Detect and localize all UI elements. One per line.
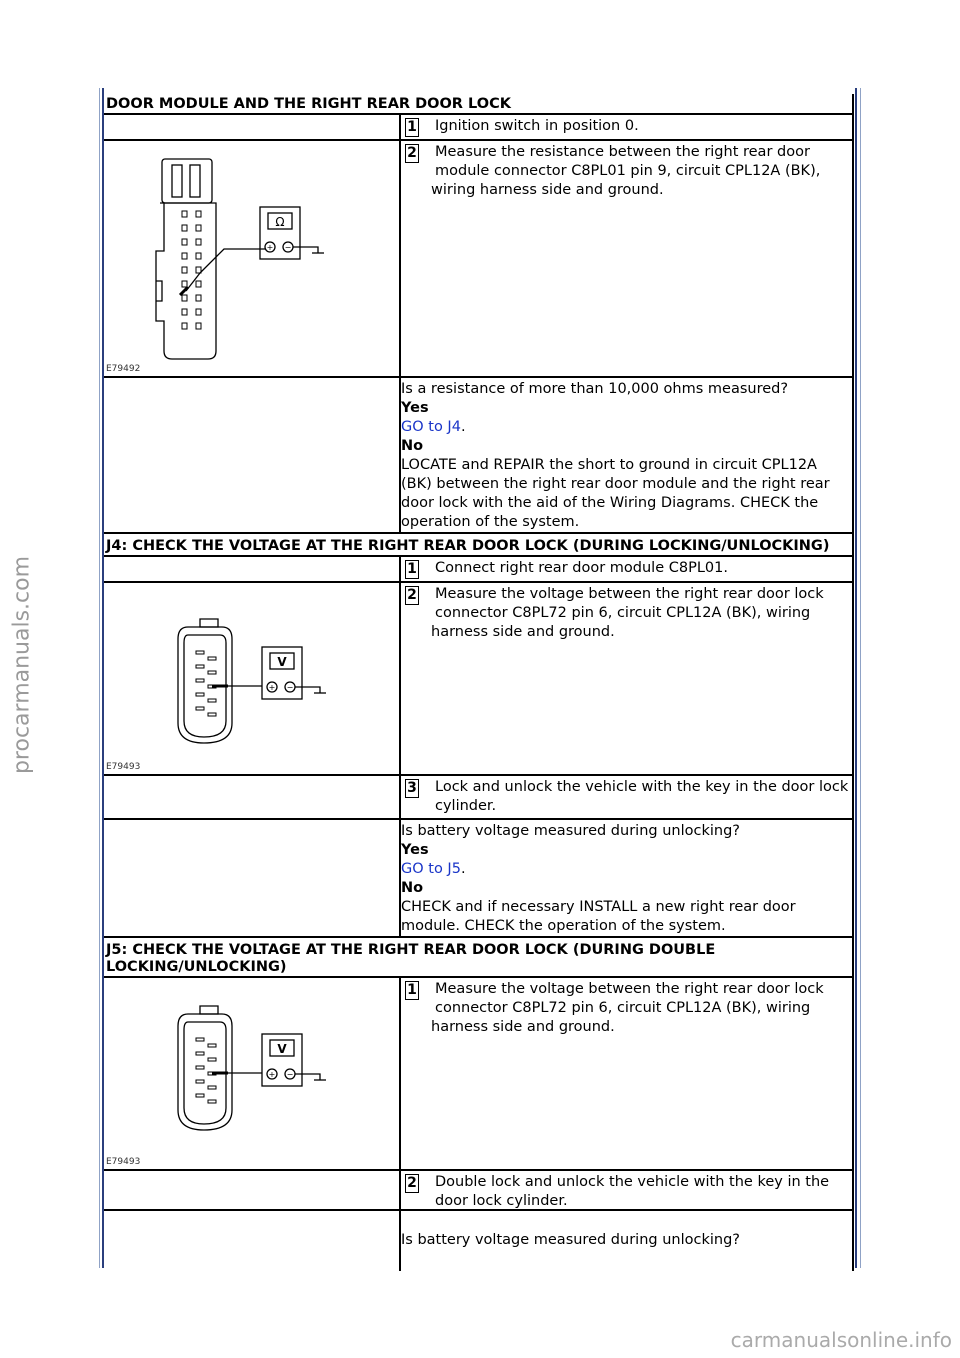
- step: [401, 1171, 852, 1213]
- step: [401, 583, 852, 644]
- question-row: Is a resistance of more than 10,000 ohms measured? Yes GO to J4. No LOCATE and REPAIR the short to ground in circuit CPL12A (BK) between the right rear door module and the right rear door lock with the aid of the Wiring Diagrams. CHECK the operation of the system.: [104, 378, 852, 534]
- section-heading: DOOR MODULE AND THE RIGHT REAR DOOR LOCK: [104, 94, 852, 115]
- section-heading: J4: CHECK THE VOLTAGE AT THE RIGHT REAR DOOR LOCK (DURING LOCKING/UNLOCKING): [104, 534, 852, 557]
- no-answer: CHECK and if necessary INSTALL a new right rear door module. CHECK the operation of the system.: [401, 899, 796, 934]
- step-number: 2: [405, 144, 419, 163]
- no-label: No: [401, 880, 424, 896]
- volt-symbol: V: [277, 655, 287, 669]
- yes-label: Yes: [401, 842, 429, 858]
- step-number: 2: [405, 586, 419, 605]
- volt-symbol: V: [277, 1042, 287, 1056]
- connector-voltage-diagram: [104, 978, 399, 1169]
- right-margin-rule: [855, 88, 857, 1268]
- empty-cell: [104, 1171, 401, 1209]
- svg-text:−: −: [284, 243, 292, 252]
- empty-cell: [104, 378, 401, 532]
- empty-cell: [104, 115, 401, 139]
- yes-label: Yes: [401, 400, 429, 416]
- step: [401, 115, 852, 139]
- figure-cell: [104, 583, 401, 774]
- empty-cell: [104, 776, 401, 818]
- goto-link[interactable]: GO to J5: [401, 861, 461, 877]
- question: Is battery voltage measured during unlocking?: [401, 1232, 740, 1248]
- step-row: [104, 776, 852, 820]
- side-watermark-text: procarmanuals.com: [9, 555, 35, 775]
- step-row: [104, 978, 852, 1171]
- empty-cell: [104, 1211, 401, 1271]
- step-number: 3: [405, 779, 419, 798]
- step: [401, 557, 852, 581]
- step: [401, 776, 852, 818]
- left-margin-rule-thin: [99, 88, 100, 1268]
- empty-cell: [104, 557, 401, 581]
- step-number: 1: [405, 560, 419, 579]
- svg-text:+: +: [268, 1070, 276, 1079]
- step-text: Double lock and unlock the vehicle with the key in the door lock cylinder.: [435, 1174, 830, 1209]
- connector-resistance-diagram: [104, 141, 399, 376]
- right-margin-rule-thin: [860, 88, 861, 1268]
- svg-text:+: +: [268, 683, 276, 692]
- ohm-symbol: Ω: [275, 215, 285, 229]
- procedure-document: [104, 94, 854, 1271]
- figure-id: E79493: [106, 1157, 141, 1167]
- figure-id: E79492: [106, 364, 141, 374]
- step-row: [104, 141, 852, 378]
- figure-cell: [104, 141, 401, 376]
- section-heading: J5: CHECK THE VOLTAGE AT THE RIGHT REAR DOOR LOCK (DURING DOUBLE LOCKING/UNLOCKING): [104, 938, 852, 978]
- goto-link[interactable]: GO to J4: [401, 419, 461, 435]
- step-text: Lock and unlock the vehicle with the key in the door lock cylinder.: [435, 779, 849, 814]
- no-label: No: [401, 438, 424, 454]
- side-watermark: [2, 0, 42, 1358]
- step-row: [104, 1171, 852, 1211]
- connector-voltage-diagram: [104, 583, 399, 774]
- figure-id: E79493: [106, 762, 141, 772]
- question-row: Is battery voltage measured during unlocking? Yes GO to J5. No CHECK and if necessary INSTALL a new right rear door module. CHECK the operation of the system.: [104, 820, 852, 938]
- step-row: [104, 583, 852, 776]
- svg-text:+: +: [266, 243, 274, 252]
- step-text: Measure the voltage between the right rear door lock connector C8PL72 pin 6, circuit CPL12A (BK), wiring harness side and ground.: [431, 981, 824, 1035]
- step: [401, 141, 852, 202]
- figure-cell: [104, 978, 401, 1169]
- step: [401, 978, 852, 1039]
- bottom-watermark: carmanualsonline.info: [730, 1328, 952, 1352]
- question: Is a resistance of more than 10,000 ohms measured?: [401, 381, 789, 397]
- svg-text:−: −: [286, 683, 294, 692]
- svg-text:−: −: [286, 1070, 294, 1079]
- step-number: 2: [405, 1174, 419, 1193]
- step-number: 1: [405, 981, 419, 1000]
- step-text: Measure the resistance between the right rear door module connector C8PL01 pin 9, circuit CPL12A (BK), wiring harness side and ground.: [431, 144, 821, 198]
- no-answer: LOCATE and REPAIR the short to ground in circuit CPL12A (BK) between the right rear door module and the right rear door lock with the aid of the Wiring Diagrams. CHECK the operation of the system.: [401, 457, 830, 530]
- step-text: Connect right rear door module C8PL01.: [435, 560, 728, 576]
- question: Is battery voltage measured during unlocking?: [401, 823, 740, 839]
- step-text: Measure the voltage between the right rear door lock connector C8PL72 pin 6, circuit CPL12A (BK), wiring harness side and ground.: [431, 586, 824, 640]
- step-row: [104, 557, 852, 583]
- empty-cell: [104, 820, 401, 936]
- question-row: [104, 1211, 852, 1271]
- step-text: Ignition switch in position 0.: [435, 118, 639, 134]
- step-number: 1: [405, 118, 419, 137]
- step-row: [104, 115, 852, 141]
